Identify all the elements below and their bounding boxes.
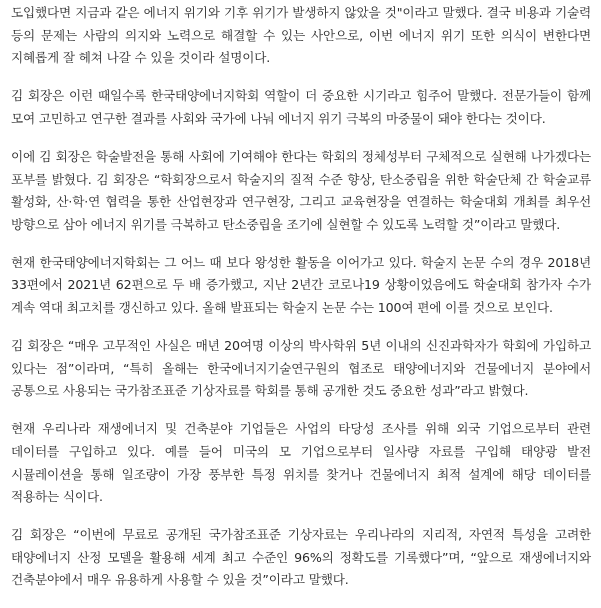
- paragraph-6: 현재 우리나라 재생에너지 및 건축분야 기업들은 사업의 타당성 조사를 위해 외국 기업으로부터 관련 데이터를 구입하고 있다. 예를 들어 미국의 모 기업으로부터 일사량 자료를 구입해 태양광 발전 시뮬레이션을 통해 일조량이 가장 풍부한 특정 위치를 찾거나 건물에너지 최적 설계에 해당 데이터를 적용하는 식이다.: [11, 421, 591, 505]
- article-body: [11, 2, 591, 608]
- paragraph-1: 도입했다면 지금과 같은 에너지 위기와 기후 위기가 발생하지 않았을 것"이라고 말했다. 결국 비용과 기술력 등의 문제는 사람의 의지와 노력으로 해결할 수 있는 사안으로, 이번 에너지 위기 또한 의식이 변한다면 지혜롭게 잘 헤쳐 나갈 수 있을 것이라 설명이다.: [11, 5, 591, 66]
- paragraph-3: 이에 김 회장은 학술발전을 통해 사회에 기여해야 한다는 학회의 정체성부터 구체적으로 실현해 나가겠다는 포부를 밝혔다. 김 회장은 “학회장으로서 학술지의 질적 수준 향상, 탄소중립을 위한 학술단체 간 학술교류 활성화, 산·학·연 협력을 통한 산업현장과 연구현장, 그리고 교육현장을 연결하는 학술대회 개최를 최우선 방향으로 삼아 에너지 위기를 극복하고 탄소중립을 조기에 실현할 수 있도록 노력할 것”이라고 말했다.: [11, 148, 591, 232]
- paragraph-7: 김 회장은 “이번에 무료로 공개된 국가참조표준 기상자료는 우리나라의 지리적, 자연적 특성을 고려한 태양에너지 산정 모델을 활용해 세계 최고 수준인 96%의 정확도를 기록했다”며, “앞으로 재생에너지와 건축분야에서 매우 유용하게 사용할 수 있을 것”이라고 말했다.: [11, 527, 591, 588]
- paragraph-2: 김 회장은 이런 때일수록 한국태양에너지학회 역할이 더 중요한 시기라고 힘주어 말했다. 전문가들이 함께 모여 고민하고 연구한 결과를 사회와 국가에 나눠 에너지 위기 극복의 마중물이 돼야 한다는 것이다.: [11, 88, 591, 126]
- paragraph-5: 김 회장은 “매우 고무적인 사실은 매년 20여명 이상의 박사학위 5년 이내의 신진과학자가 학회에 가입하고 있다는 점”이라며, “특히 올해는 한국에너지기술연구원의 협조로 태양에너지와 건물에너지 분야에서 공통으로 사용되는 국가참조표준 기상자료를 학회를 통해 공개한 것도 중요한 성과”라고 밝혔다.: [11, 338, 591, 399]
- paragraph-4: 현재 한국태양에너지학회는 그 어느 때 보다 왕성한 활동을 이어가고 있다. 학술지 논문 수의 경우 2018년 33편에서 2021년 62편으로 두 배 증가했고, 지난 2년간 코로나19 상황이었음에도 학술대회 참가자 수가 계속 역대 최고치를 갱신하고 있다. 올해 발표되는 학술지 논문 수는 100여 편에 이를 것으로 보인다.: [11, 254, 591, 316]
